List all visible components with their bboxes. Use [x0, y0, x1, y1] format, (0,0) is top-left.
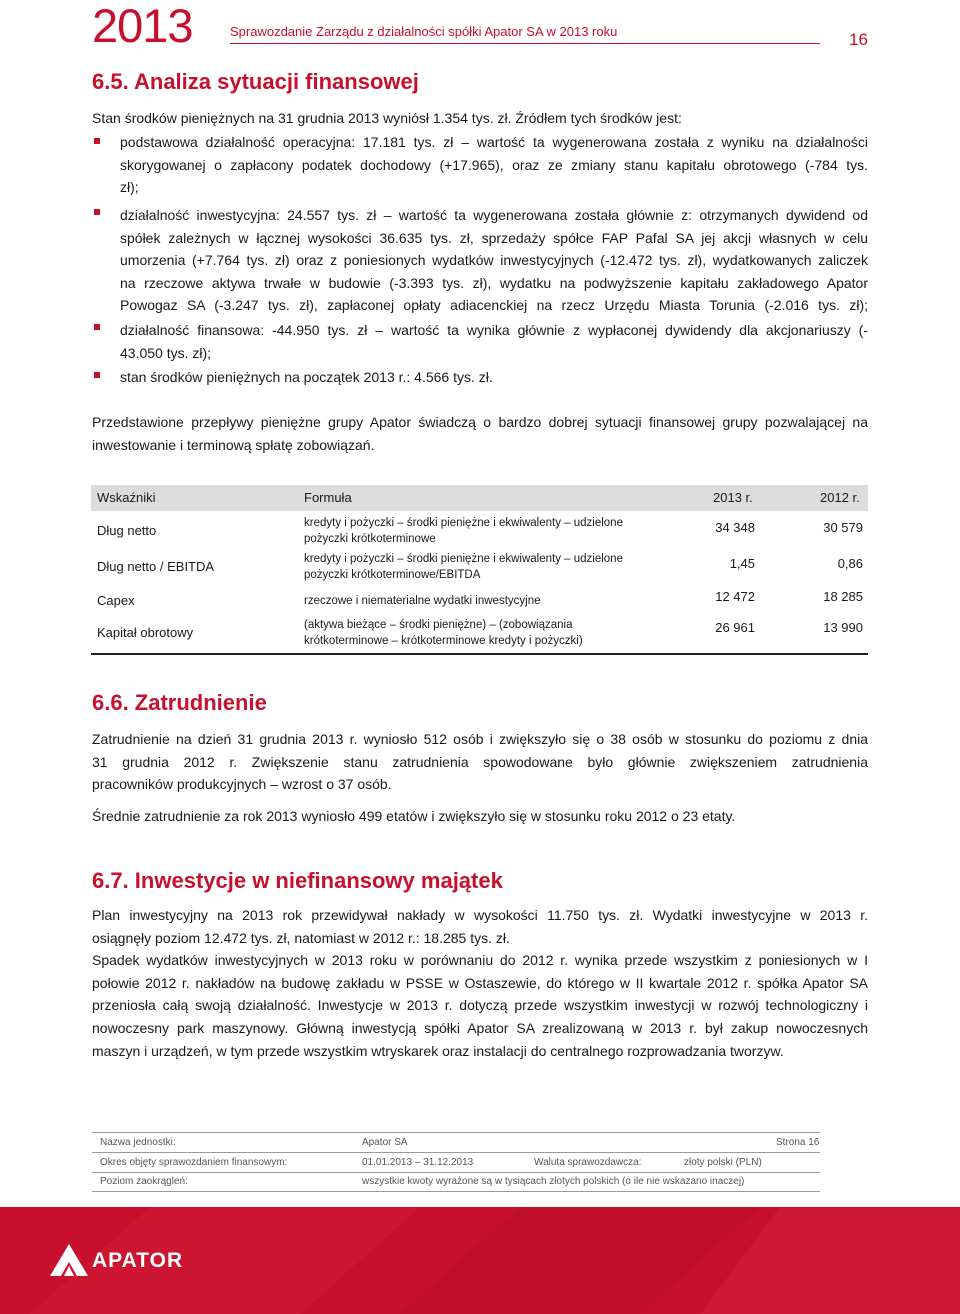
row-formula-line1: (aktywa bieżące – środki pieniężne) – (zobowiązania: [304, 619, 573, 631]
row-value-2013: 1,45: [729, 556, 755, 571]
report-year: 2013: [92, 0, 193, 52]
table-row: [91, 514, 868, 550]
row-name: Capex: [97, 593, 135, 608]
footer-currency-value: złoty polski (PLN): [684, 1157, 762, 1168]
intro-text: Stan środków pieniężnych na 31 grudnia 2013 wyniósł 1.354 tys. zł. Źródłem tych środków jest:: [92, 110, 682, 126]
footer-rounding-value: wszystkie kwoty wyrażone są w tysiącach złotych polskich (o ile nie wskazano inaczej): [362, 1176, 745, 1187]
footer-rule-top: [92, 1132, 820, 1133]
header-rule: [230, 43, 820, 44]
row-formula-line2: krótkoterminowe – krótkoterminowe kredyty i pożyczki): [304, 635, 583, 647]
header-indicator: Wskaźniki: [97, 490, 156, 505]
row-value-2012: 0,86: [837, 556, 863, 571]
footer-currency-label: Waluta sprawozdawcza:: [534, 1157, 642, 1168]
bullet-opening-cash: stan środków pieniężnych na początek 2013 r.: 4.566 tys. zł.: [120, 369, 493, 385]
header-formula: Formuła: [304, 490, 352, 505]
row-formula-line1: rzeczowe i niematerialne wydatki inwestycyjne: [304, 595, 541, 607]
brand-band: [0, 1207, 960, 1314]
section-heading-6-6: 6.6. Zatrudnienie: [92, 690, 267, 715]
footer-entity-value: Apator SA: [362, 1137, 408, 1148]
employment-paragraph: Zatrudnienie na dzień 31 grudnia 2013 r. wyniosło 512 osób i zwiększyło się o 38 osób w stosunku do poziomu z dnia 31 grudnia 2012 r. Zwiększenie stanu zatrudnienia spowodowane było głównie zwiększeniem zatrudnienia pracowników produkcyjnych – wzrost o 37 osób.: [92, 731, 868, 793]
investment-paragraph: Plan inwestycyjny na 2013 rok przewidywał nakłady w wysokości 11.750 tys. zł. Wydatki inwestycyjne w 2013 r. osiągnęły poziom 12.472 tys. zł, natomiast w 2012 r.: 18.285 tys. zł. Spadek wydatków inwestycyjnych w 2013 roku w porównaniu do 2012 r. wynika przede wszystkim z poniesionych w I połowie 2012 r. nakładów na budowę zakładu w PSSE w Ostaszewie, do którego w II kwartale 2012 r. spółka Apator SA przeniosła całą swoją działalność. Inwestycje w 2013 r. dotyczą przede wszystkim inwestycji w rozwój technologiczny i nowoczesny park maszynowy. Główną inwestycją spółki Apator SA zrealizowaną w 2013 r. był zakup nowoczesnych maszyn i urządzeń, w tym przede wszystkim wtryskarek oraz instalacji do centralnego rozprowadzania tworzyw.: [92, 907, 868, 1059]
footer-rule: [92, 1152, 820, 1153]
footer-rule: [92, 1172, 820, 1173]
section-heading-6-5: 6.5. Analiza sytuacji finansowej: [92, 69, 419, 94]
bullet-marker: [94, 209, 100, 215]
row-formula-line2: pożyczki krótkoterminowe: [304, 533, 436, 545]
bullet-financing: działalność finansowa: -44.950 tys. zł – wartość ta wynika głównie z wypłaconej dywidendy dla akcjonariuszy (- 43.050 tys. zł);: [120, 322, 868, 361]
row-name: Dług netto / EBITDA: [97, 559, 215, 574]
summary-paragraph: Przedstawione przepływy pieniężne grupy Apator świadczą o bardzo dobrej sytuacji finansowej grupy pozwalającej na inwestowanie i terminową spłatę zobowiązań.: [92, 414, 868, 453]
bullet-marker: [94, 324, 100, 330]
header-2013: 2013 r.: [713, 490, 753, 505]
row-value-2013: 12 472: [715, 589, 755, 604]
row-value-2012: 18 285: [823, 589, 863, 604]
average-employment-paragraph: Średnie zatrudnienie za rok 2013 wyniosło 499 etatów i zwiększyło się w stosunku roku 2012 o 23 etaty.: [92, 808, 736, 824]
report-title: Sprawozdanie Zarządu z działalności spółki Apator SA w 2013 roku: [230, 24, 618, 39]
table-bottom-rule: [91, 653, 868, 655]
row-formula-line2: pożyczki krótkoterminowe/EBITDA: [304, 569, 481, 581]
bullet-investing: działalność inwestycyjna: 24.557 tys. zł – wartość ta wygenerowana została głównie z: otrzymanych dywidend od spółek zależnych w łącznej wysokości 36.635 tys. zł, sprzedaży spółce FAP Pafal SA jej akcji własnych w celu umorzenia (+7.764 tys. zł) oraz z poniesionych wydatków inwestycyjnych (-12.472 tys. zł), wydatkowanych zaliczek na rzeczowe aktywa trwałe w budowie (-3.393 tys. zł), wydatku na podwyższenie kapitału zakładowego Apator Powogaz SA (-3.247 tys. zł), zapłaconej opłaty adiacenckiej na rzecz Urzędu Miasta Torunia (-2.016 tys. zł);: [120, 207, 868, 314]
footer-rounding-label: Poziom zaokrągleń:: [100, 1176, 188, 1187]
footer-rule-bottom: [92, 1191, 820, 1192]
row-name: Kapitał obrotowy: [97, 625, 194, 640]
bullet-marker: [94, 372, 100, 378]
table-row: [91, 587, 868, 615]
row-formula-line1: kredyty i pożyczki – środki pieniężne i ekwiwalenty – udzielone: [304, 517, 623, 529]
footer-period-label: Okres objęty sprawozdaniem finansowym:: [100, 1157, 288, 1168]
page-number: 16: [849, 30, 868, 49]
bullet-marker: [94, 138, 100, 144]
row-formula-line1: kredyty i pożyczki – środki pieniężne i ekwiwalenty – udzielone: [304, 553, 623, 565]
row-value-2013: 34 348: [715, 520, 755, 535]
row-name: Dług netto: [97, 523, 157, 538]
row-value-2013: 26 961: [715, 620, 755, 635]
table-row: [91, 550, 868, 586]
footer-entity-label: Nazwa jednostki:: [100, 1137, 176, 1148]
row-value-2012: 13 990: [823, 620, 863, 635]
section-heading-6-7: 6.7. Inwestycje w niefinansowy majątek: [92, 868, 503, 893]
table-row: [91, 616, 868, 652]
header-2012: 2012 r.: [820, 490, 860, 505]
bullet-operating: podstawowa działalność operacyjna: 17.181 tys. zł – wartość ta wygenerowana została z wyniku na działalności skorygowanej o zapłacony podatek dochodowy (+17.965), oraz ze zmiany stanu kapitału obrotowego (-784 tys. zł);: [120, 134, 868, 196]
row-value-2012: 30 579: [823, 520, 863, 535]
footer-page-label: Strona 16: [776, 1137, 820, 1148]
apator-logo-text: APATOR: [92, 1249, 184, 1272]
table-header-row: [91, 485, 868, 511]
apator-logo-icon: [50, 1244, 88, 1276]
footer-period-value: 01.01.2013 – 31.12.2013: [362, 1157, 474, 1168]
